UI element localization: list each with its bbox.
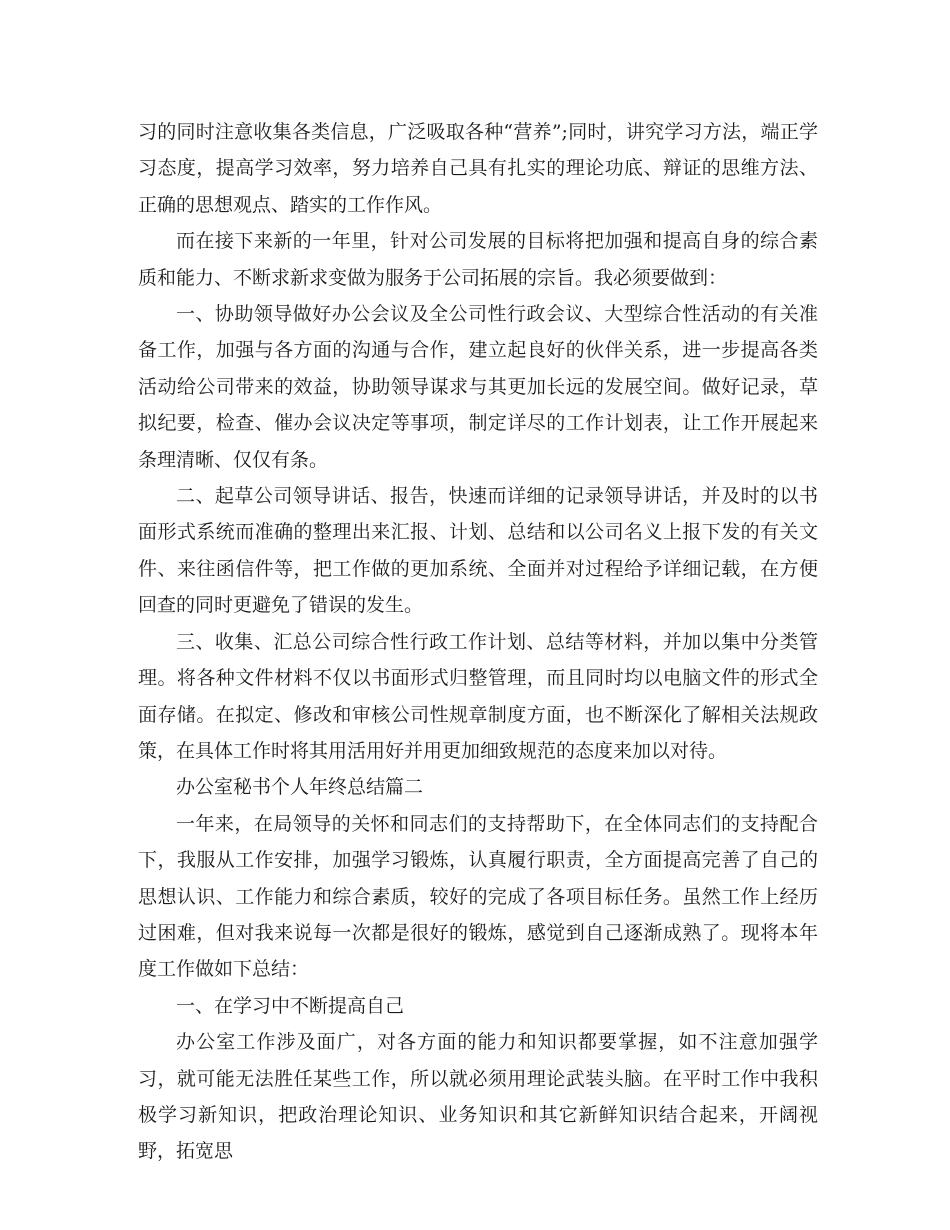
paragraph-3: 一、协助领导做好办公会议及全公司性行政会议、大型综合性活动的有关准备工作，加强与各方面的沟通与合作，建立起良好的伙伴关系，进一步提高各类活动给公司带来的效益，协助领导谋求与其更加长远的发展空间。做好记录，草拟纪要，检查、催办会议决定等事项，制定详尽的工作计划表，让工作开展起来条理清晰、仅仅有条。 <box>138 303 818 471</box>
paragraph-4: 二、起草公司领导讲话、报告，快速而详细的记录领导讲话，并及时的以书面形式系统而准确的整理出来汇报、计划、总结和以公司名义上报下发的有关文件、来往函信件等，把工作做的更加系统、全面并对过程给予详细记载，在方便回查的同时更避免了错误的发生。 <box>138 485 818 617</box>
section-heading: 办公室秘书个人年终总结篇二 <box>176 776 424 799</box>
paragraph-1: 习的同时注意收集各类信息，广泛吸取各种“营养”;同时，讲究学习方法，端正学习态度，提高学习效率，努力培养自己具有扎实的理论功底、辩证的思维方法、正确的思想观点、踏实的工作作风。 <box>138 121 818 216</box>
paragraph-2: 而在接下来新的一年里，针对公司发展的目标将把加强和提高自身的综合素质和能力、不断求新求变做为服务于公司拓展的宗旨。我必须要做到： <box>138 230 818 289</box>
paragraph-7: 办公室工作涉及面广，对各方面的能力和知识都要掌握，如不注意加强学习，就可能无法胜任某些工作，所以就必须用理论武装头脑。在平时工作中我积极学习新知识，把政治理论知识、业务知识和其它新鲜知识结合起来，开阔视野，拓宽思 <box>138 1031 818 1163</box>
paragraph-5: 三、收集、汇总公司综合性行政工作计划、总结等材料，并加以集中分类管理。将各种文件材料不仅以书面形式归整管理，而且同时均以电脑文件的形式全面存储。在拟定、修改和审核公司性规章制度方面，也不断深化了解相关法规政策，在具体工作时将其用活用好并用更加细致规范的态度来加以对待。 <box>138 630 818 762</box>
paragraph-6: 一年来，在局领导的关怀和同志们的支持帮助下，在全体同志们的支持配合下，我服从工作安排，加强学习锻炼，认真履行职责，全方面提高完善了自己的思想认识、工作能力和综合素质，较好的完成了各项目标任务。虽然工作上经历过困难，但对我来说每一次都是很好的锻炼，感觉到自己逐渐成熟了。现将本年度工作做如下总结： <box>138 812 818 981</box>
document-body <box>138 114 818 1170</box>
subsection-heading: 一、在学习中不断提高自己 <box>176 994 405 1017</box>
